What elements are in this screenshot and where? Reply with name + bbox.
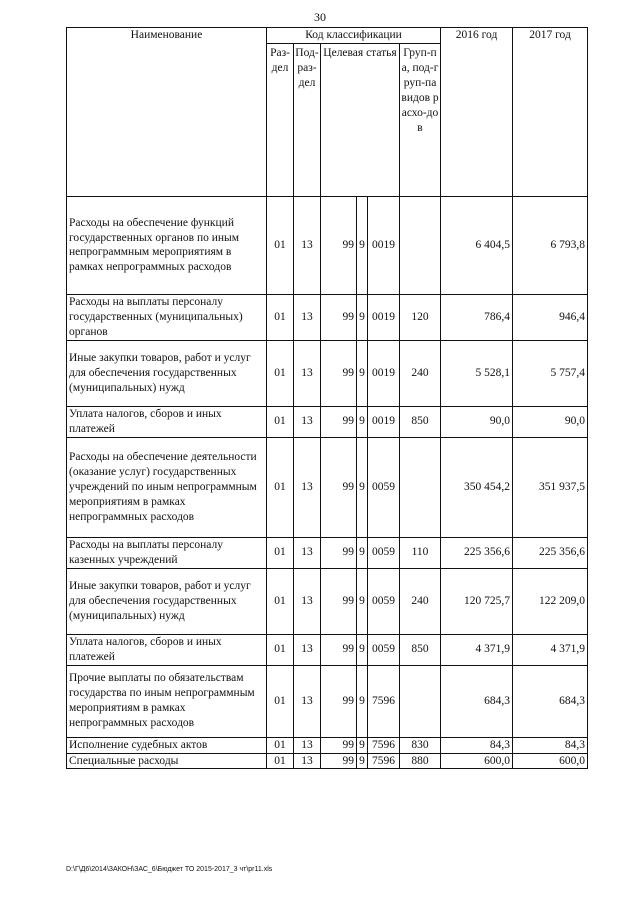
header-target: Целевая статья: [321, 43, 400, 196]
header-section: Раз-дел: [267, 43, 294, 196]
cell-vr: 120: [400, 294, 441, 340]
cell-pr: 13: [294, 537, 321, 568]
cell-cs1: 99: [321, 568, 357, 634]
cell-cs2: 9: [357, 294, 368, 340]
cell-v2016: 120 725,7: [441, 568, 513, 634]
cell-cs1: 99: [321, 665, 357, 737]
table-row: [67, 568, 588, 634]
header-subsection: Под-раз-дел: [294, 43, 321, 196]
table-row: [67, 665, 588, 737]
header-2017: 2017 год: [513, 28, 588, 197]
cell-name: Уплата налогов, сборов и иных платежей: [67, 634, 267, 665]
cell-vr: 850: [400, 634, 441, 665]
cell-rz: 01: [267, 294, 294, 340]
cell-rz: 01: [267, 568, 294, 634]
cell-name: Расходы на выплаты персоналу государственных (муниципальных) органов: [67, 294, 267, 340]
cell-rz: 01: [267, 437, 294, 537]
cell-v2017: 84,3: [513, 737, 588, 753]
cell-cs1: 99: [321, 340, 357, 406]
cell-rz: 01: [267, 634, 294, 665]
cell-name: Специальные расходы: [67, 753, 267, 769]
cell-v2016: 84,3: [441, 737, 513, 753]
cell-cs2: 9: [357, 340, 368, 406]
cell-cs3: 0059: [368, 437, 400, 537]
cell-v2016: 90,0: [441, 406, 513, 437]
cell-rz: 01: [267, 537, 294, 568]
cell-cs3: 0019: [368, 340, 400, 406]
cell-cs1: 99: [321, 406, 357, 437]
cell-name: Уплата налогов, сборов и иных платежей: [67, 406, 267, 437]
cell-cs3: 0019: [368, 406, 400, 437]
table-row: [67, 294, 588, 340]
cell-cs2: 9: [357, 665, 368, 737]
cell-v2016: 6 404,5: [441, 196, 513, 294]
header-name: Наименование: [67, 28, 267, 197]
cell-v2017: 4 371,9: [513, 634, 588, 665]
header-code-group: Код классификации: [267, 28, 441, 44]
cell-cs1: 99: [321, 753, 357, 769]
cell-v2017: 946,4: [513, 294, 588, 340]
file-path-footer: D:\Г\Д6\2014\ЗАКОН\ЗАС_6\Бюджет ТО 2015-2017_3 чт\pr11.xls: [66, 866, 273, 873]
cell-pr: 13: [294, 568, 321, 634]
cell-vr: [400, 196, 441, 294]
table-row: [67, 406, 588, 437]
cell-rz: 01: [267, 737, 294, 753]
cell-cs2: 9: [357, 437, 368, 537]
cell-v2016: 4 371,9: [441, 634, 513, 665]
cell-rz: 01: [267, 196, 294, 294]
cell-cs3: 0019: [368, 196, 400, 294]
cell-rz: 01: [267, 406, 294, 437]
header-expense-type: Груп-па, под-груп-па видов расхо-дов: [400, 43, 441, 196]
cell-v2016: 600,0: [441, 753, 513, 769]
cell-vr: 880: [400, 753, 441, 769]
cell-cs2: 9: [357, 537, 368, 568]
table-row: [67, 537, 588, 568]
cell-rz: 01: [267, 753, 294, 769]
cell-v2016: 5 528,1: [441, 340, 513, 406]
cell-cs1: 99: [321, 737, 357, 753]
cell-rz: 01: [267, 340, 294, 406]
cell-cs3: 0059: [368, 568, 400, 634]
table-row: [67, 196, 588, 294]
cell-cs2: 9: [357, 753, 368, 769]
cell-cs2: 9: [357, 568, 368, 634]
cell-pr: 13: [294, 406, 321, 437]
cell-cs1: 99: [321, 634, 357, 665]
table-body: [67, 196, 588, 769]
cell-vr: [400, 437, 441, 537]
cell-name: Прочие выплаты по обязательствам государства по иным непрограммным мероприятиям в рамках непрограммных расходов: [67, 665, 267, 737]
cell-name: Иные закупки товаров, работ и услуг для обеспечения государственных (муниципальных) нужд: [67, 568, 267, 634]
cell-v2017: 6 793,8: [513, 196, 588, 294]
page-number: 30: [314, 10, 326, 24]
cell-name: Расходы на обеспечение функций государственных органов по иным непрограммным мероприятиям в рамках непрограммных расходов: [67, 196, 267, 294]
cell-v2016: 684,3: [441, 665, 513, 737]
cell-vr: 830: [400, 737, 441, 753]
cell-name: Расходы на выплаты персоналу казенных учреждений: [67, 537, 267, 568]
cell-cs1: 99: [321, 537, 357, 568]
header-2016: 2016 год: [441, 28, 513, 197]
cell-pr: 13: [294, 196, 321, 294]
cell-cs1: 99: [321, 437, 357, 537]
cell-cs3: 7596: [368, 665, 400, 737]
cell-vr: 110: [400, 537, 441, 568]
cell-pr: 13: [294, 737, 321, 753]
table-row: [67, 753, 588, 769]
cell-cs2: 9: [357, 406, 368, 437]
cell-cs3: 7596: [368, 737, 400, 753]
cell-v2017: 351 937,5: [513, 437, 588, 537]
cell-v2017: 5 757,4: [513, 340, 588, 406]
header-row: [67, 28, 588, 44]
cell-pr: 13: [294, 753, 321, 769]
cell-name: Исполнение судебных актов: [67, 737, 267, 753]
cell-pr: 13: [294, 634, 321, 665]
table-row: [67, 340, 588, 406]
cell-pr: 13: [294, 665, 321, 737]
cell-v2017: 684,3: [513, 665, 588, 737]
table-row: [67, 634, 588, 665]
cell-vr: 850: [400, 406, 441, 437]
cell-pr: 13: [294, 340, 321, 406]
cell-pr: 13: [294, 294, 321, 340]
budget-table: [66, 27, 588, 769]
cell-rz: 01: [267, 665, 294, 737]
table-row: [67, 737, 588, 753]
cell-name: Расходы на обеспечение деятельности (оказание услуг) государственных учреждений по иным непрограммным мероприятиям в рамках непрограммных расходов: [67, 437, 267, 537]
cell-v2016: 786,4: [441, 294, 513, 340]
cell-cs2: 9: [357, 196, 368, 294]
cell-cs3: 7596: [368, 753, 400, 769]
cell-cs2: 9: [357, 634, 368, 665]
cell-v2016: 350 454,2: [441, 437, 513, 537]
table-row: [67, 437, 588, 537]
cell-v2017: 122 209,0: [513, 568, 588, 634]
cell-vr: [400, 665, 441, 737]
cell-name: Иные закупки товаров, работ и услуг для обеспечения государственных (муниципальных) нужд: [67, 340, 267, 406]
cell-v2016: 225 356,6: [441, 537, 513, 568]
cell-v2017: 225 356,6: [513, 537, 588, 568]
cell-cs2: 9: [357, 737, 368, 753]
cell-cs3: 0019: [368, 294, 400, 340]
cell-v2017: 90,0: [513, 406, 588, 437]
cell-v2017: 600,0: [513, 753, 588, 769]
cell-vr: 240: [400, 568, 441, 634]
cell-cs3: 0059: [368, 634, 400, 665]
cell-cs3: 0059: [368, 537, 400, 568]
cell-pr: 13: [294, 437, 321, 537]
cell-vr: 240: [400, 340, 441, 406]
cell-cs1: 99: [321, 196, 357, 294]
cell-cs1: 99: [321, 294, 357, 340]
